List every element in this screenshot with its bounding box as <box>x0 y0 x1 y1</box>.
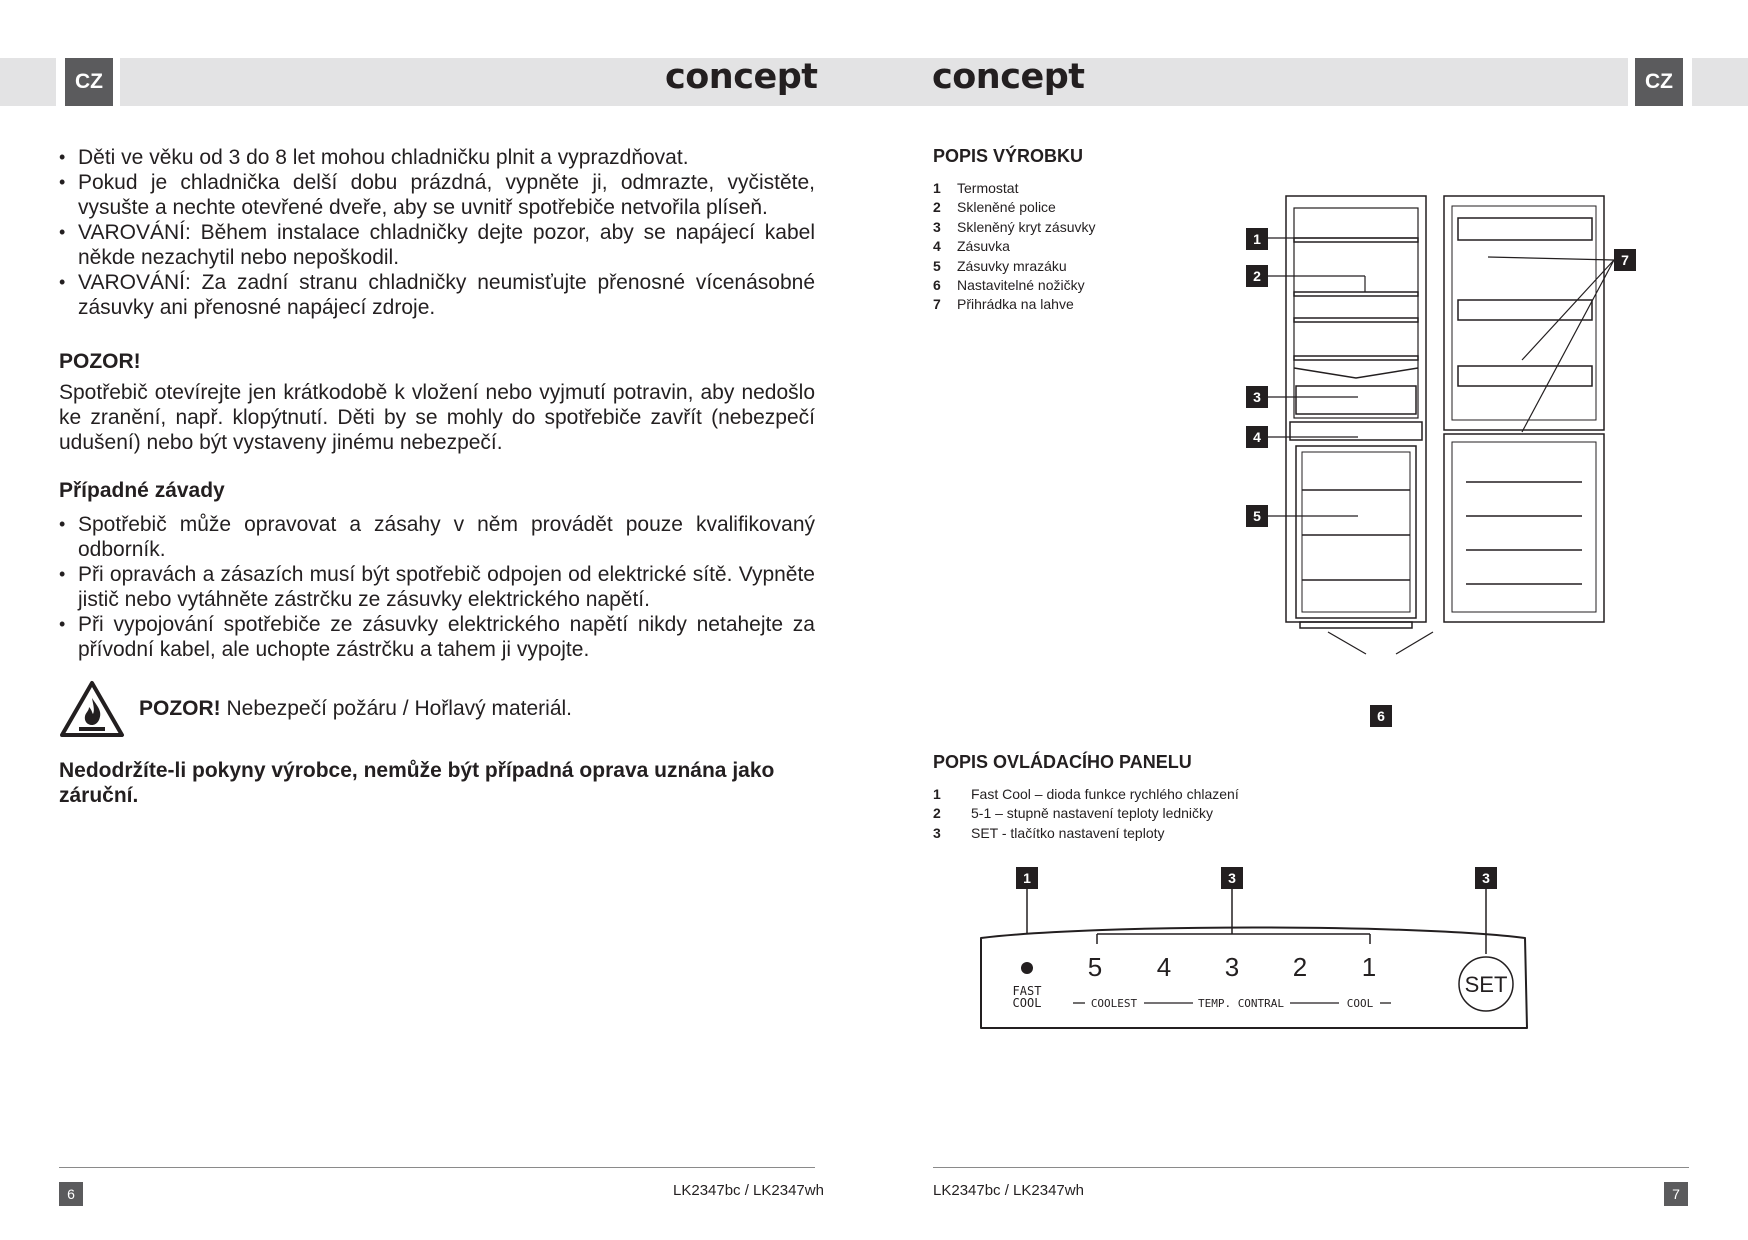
child-safety-list <box>59 145 815 320</box>
list-item: • Pokud je chladnička delší dobu prázdná, vypněte ji, odmrazte, vyčistěte, vysušte a nechte otevřené dveře, aby se uvnitř spotřebiče netvořila plíseň. <box>59 170 815 220</box>
product-parts-list <box>933 179 1233 315</box>
list-item: • Při opravách a zásazích musí být spotřebič odpojen od elektrické sítě. Vypněte jistič nebo vytáhněte zástrčku ze zásuvky elektrického napětí. <box>59 562 815 612</box>
pozor-text: Spotřebič otevírejte jen krátkodobě k vložení nebo vyjmutí potravin, aby nedošlo ke zranění, např. klopýtnutí. Děti by se mohly do spotřebiče zavřít (nebezpečí udušení) nebo být vystaveny jinému nebezpečí. <box>59 381 815 454</box>
fire-warning <box>59 680 815 738</box>
fire-warning-text: Nebezpečí požáru / Hořlavý materiál. <box>226 697 573 720</box>
temp-digit: 4 <box>1156 952 1172 982</box>
product-description <box>933 146 1233 315</box>
temp-digit: 5 <box>1087 952 1103 982</box>
brand-logo-left: concept <box>665 57 818 97</box>
panel-parts-list <box>933 785 1353 843</box>
footer-rule-left <box>59 1167 815 1168</box>
temp-digit: 3 <box>1224 952 1240 982</box>
header-band-center <box>120 58 1628 106</box>
page-number-left: 6 <box>59 1182 83 1206</box>
callout-4-number: 4 <box>1253 429 1261 445</box>
list-item: 2 5-1 – stupně nastavení teploty ledničky <box>933 805 1214 822</box>
temp-digit: 2 <box>1292 952 1308 982</box>
page-number-right: 7 <box>1664 1182 1688 1206</box>
callout-1-number: 1 <box>1253 231 1261 247</box>
list-item: 2 Skleněné police <box>933 199 1056 216</box>
callout-3-number: 3 <box>1253 389 1261 405</box>
faults-heading: Případné závady <box>59 479 225 502</box>
set-button-label: SET <box>1464 972 1508 997</box>
callout-5-number: 5 <box>1253 508 1261 524</box>
panel-description <box>933 752 1353 843</box>
list-item: • Děti ve věku od 3 do 8 let mohou chladničku plnit a vyprazdňovat. <box>59 145 815 170</box>
fridge-diagram <box>1230 190 1650 730</box>
list-item: 7 Přihrádka na lahve <box>933 296 1074 313</box>
model-number-right: LK2347bc / LK2347wh <box>933 1182 1084 1199</box>
list-item: 3 SET - tlačítko nastavení teploty <box>933 824 1165 841</box>
list-item: 3 Skleněný kryt zásuvky <box>933 218 1096 235</box>
temp-control-label: TEMP. CONTRAL <box>1197 997 1285 1010</box>
panel-callout-3b-number: 3 <box>1482 870 1490 886</box>
model-number-left: LK2347bc / LK2347wh <box>673 1182 824 1199</box>
list-item: 1 Termostat <box>933 180 1019 196</box>
callout-2-number: 2 <box>1253 268 1261 284</box>
header-band-left <box>0 58 56 106</box>
temp-digit: 1 <box>1361 952 1377 982</box>
list-item: 6 Nastavitelné nožičky <box>933 277 1085 294</box>
fast-cool-label-2: COOL <box>1012 996 1042 1010</box>
faults-list <box>59 512 815 662</box>
list-item: 1 Fast Cool – dioda funkce rychlého chlazení <box>933 786 1239 802</box>
callout-6-number: 6 <box>1377 708 1385 724</box>
callout-7-number: 7 <box>1621 252 1629 268</box>
fire-warning-label: POZOR! <box>139 697 221 720</box>
fast-cool-label: FAST <box>1012 984 1042 998</box>
panel-callout-3-number: 3 <box>1228 870 1236 886</box>
panel-callout-1-number: 1 <box>1023 870 1031 886</box>
left-page-content <box>59 145 815 808</box>
product-heading: POPIS VÝROBKU <box>933 146 1084 166</box>
brand-logo-right: concept <box>932 57 1085 97</box>
list-item: 4 Zásuvka <box>933 238 1010 255</box>
language-tag-right: CZ <box>1635 58 1683 106</box>
pozor-heading: POZOR! <box>59 350 141 373</box>
footer-rule-right <box>933 1167 1689 1168</box>
list-item: • Při vypojování spotřebiče ze zásuvky elektrického napětí nikdy netahejte za přívodní kabel, ale uchopte zástrčku a tahem ji vypojte. <box>59 612 815 662</box>
list-item: • VAROVÁNÍ: Za zadní stranu chladničky neumisťujte přenosné vícenásobné zásuvky ani přenosné napájecí zdroje. <box>59 270 815 320</box>
language-tag-left: CZ <box>65 58 113 106</box>
list-item: • Spotřebič může opravovat a zásahy v něm provádět pouze kvalifikovaný odborník. <box>59 512 815 562</box>
fast-cool-led <box>1021 962 1033 974</box>
cool-label: COOL <box>1346 997 1374 1010</box>
list-item: 5 Zásuvky mrazáku <box>933 257 1067 274</box>
control-panel-diagram <box>975 864 1535 1034</box>
warranty-note: Nedodržíte-li pokyny výrobce, nemůže být případná oprava uznána jako záruční. <box>59 759 775 807</box>
coolest-label: COOLEST <box>1090 997 1138 1010</box>
header-band-right <box>1692 58 1748 106</box>
list-item: • VAROVÁNÍ: Během instalace chladničky dejte pozor, aby se napájecí kabel někde nezachytil nebo nepoškodil. <box>59 220 815 270</box>
flammable-warning-icon <box>59 680 125 738</box>
panel-heading: POPIS OVLÁDACÍHO PANELU <box>933 752 1192 772</box>
